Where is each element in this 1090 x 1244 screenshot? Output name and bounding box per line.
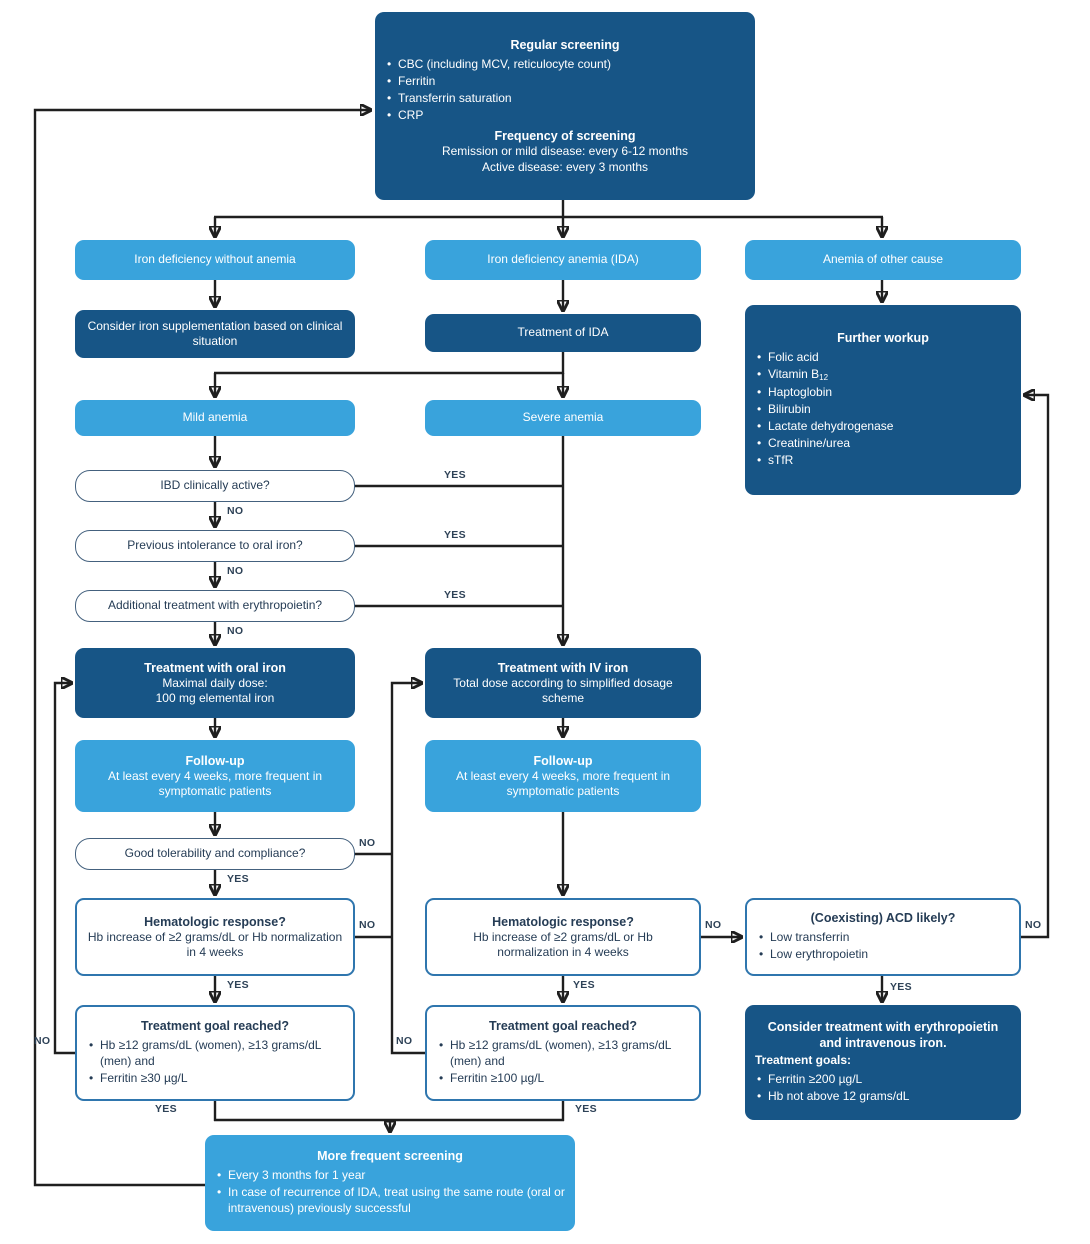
list-item: • In case of recurrence of IDA, treat using the same route (oral or intravenous) previously successful xyxy=(215,1185,565,1216)
node-title: Treatment goal reached? xyxy=(489,1019,637,1034)
list-item: • Ferritin ≥30 µg/L xyxy=(87,1071,343,1087)
node-body: Hb increase of ≥2 grams/dL or Hb normalization in 4 weeks xyxy=(473,929,653,960)
screening-list xyxy=(385,55,745,125)
label-yes-tolerability: YES xyxy=(227,873,249,885)
goal-list xyxy=(87,1036,343,1087)
epo-goal-list xyxy=(755,1071,1011,1107)
list-item: • CRP xyxy=(385,108,745,124)
label-no-tolerability: NO xyxy=(359,837,376,849)
node-title: Treatment with IV iron xyxy=(497,660,629,675)
node-followup-oral xyxy=(75,740,355,812)
list-item: • Transferrin saturation xyxy=(385,91,745,107)
goal-list xyxy=(437,1036,689,1087)
question-text: Previous intolerance to oral iron? xyxy=(127,538,303,553)
frequency-line: Active disease: every 3 months xyxy=(481,159,649,174)
node-mild-anemia xyxy=(75,400,355,436)
label-no-intolerance: NO xyxy=(227,565,244,577)
node-regular-screening xyxy=(375,12,755,200)
node-body: At least every 4 weeks, more frequent in symptomatic patients xyxy=(455,768,671,799)
node-label: Treatment of IDA xyxy=(517,325,609,340)
list-item: • Haptoglobin xyxy=(755,385,1011,401)
edge-acd-no-loop xyxy=(1020,395,1048,937)
node-body: Maximal daily dose: xyxy=(162,675,268,690)
node-goal-reached-oral xyxy=(75,1005,355,1101)
node-hematologic-response-iv xyxy=(425,898,701,976)
node-body: 100 mg elemental iron xyxy=(155,691,275,706)
frequency-line: Remission or mild disease: every 6-12 months xyxy=(441,144,689,159)
node-title: Follow-up xyxy=(185,753,245,768)
question-text: Additional treatment with erythropoietin? xyxy=(107,598,323,613)
node-label: Iron deficiency anemia (IDA) xyxy=(487,252,639,267)
list-item: • Creatinine/urea xyxy=(755,436,1011,452)
node-body: Total dose according to simplified dosage scheme xyxy=(453,675,673,706)
label-yes-hema-iv: YES xyxy=(573,979,595,991)
list-item: • Hb ≥12 grams/dL (women), ≥13 grams/dL (men) and xyxy=(87,1038,343,1069)
node-severe-anemia xyxy=(425,400,701,436)
node-body: Hb increase of ≥2 grams/dL or Hb normalization in 4 weeks xyxy=(87,929,343,960)
more-frequent-list xyxy=(215,1166,565,1217)
list-item: • Ferritin ≥200 µg/L xyxy=(755,1072,1011,1088)
node-hematologic-response-oral xyxy=(75,898,355,976)
node-title: Consider treatment with erythropoietin and intravenous iron. xyxy=(767,1019,999,1050)
node-iv-iron xyxy=(425,648,701,718)
list-item xyxy=(755,367,1011,383)
node-title: Hematologic response? xyxy=(144,914,286,929)
node-title: Regular screening xyxy=(510,38,620,53)
node-consider-supplementation xyxy=(75,310,355,358)
list-item: • Ferritin ≥100 µg/L xyxy=(437,1071,689,1087)
node-question-ibd-active xyxy=(75,470,355,502)
frequency-subtitle: Frequency of screening xyxy=(494,129,636,144)
treatment-goals-subtitle: Treatment goals: xyxy=(755,1053,852,1068)
node-label: Anemia of other cause xyxy=(822,252,944,267)
vitamin-b-subscript: 12 xyxy=(819,372,829,382)
list-item: • CBC (including MCV, reticulocyte count) xyxy=(385,57,745,73)
label-no-hema-oral: NO xyxy=(359,919,376,931)
list-item: • Low erythropoietin xyxy=(757,947,1009,963)
node-question-tolerability xyxy=(75,838,355,870)
node-title: Treatment with oral iron xyxy=(144,660,286,675)
label-no-goal-oral: NO xyxy=(34,1035,51,1047)
node-followup-iv xyxy=(425,740,701,812)
label-yes-goal-iv: YES xyxy=(575,1103,597,1115)
node-title: Hematologic response? xyxy=(492,914,634,929)
label-yes-epo: YES xyxy=(444,589,466,601)
node-treatment-of-ida xyxy=(425,314,701,352)
node-title: Follow-up xyxy=(533,753,593,768)
question-text: IBD clinically active? xyxy=(160,478,270,493)
label-no-acd: NO xyxy=(1025,919,1042,931)
node-iron-deficiency-without-anemia xyxy=(75,240,355,280)
label-no-goal-iv: NO xyxy=(396,1035,413,1047)
list-item: • Folic acid xyxy=(755,350,1011,366)
workup-list xyxy=(755,348,1011,470)
list-item: • Hb not above 12 grams/dL xyxy=(755,1089,1011,1105)
node-title: (Coexisting) ACD likely? xyxy=(810,911,956,926)
node-goal-reached-iv xyxy=(425,1005,701,1101)
node-label: Severe anemia xyxy=(522,410,604,425)
node-question-erythropoietin xyxy=(75,590,355,622)
node-acd-likely xyxy=(745,898,1021,976)
node-label: Mild anemia xyxy=(182,410,248,425)
acd-list xyxy=(757,928,1009,964)
node-label: Iron deficiency without anemia xyxy=(134,252,296,267)
node-oral-iron xyxy=(75,648,355,718)
node-consider-epo-treatment xyxy=(745,1005,1021,1120)
list-item: • Low transferrin xyxy=(757,930,1009,946)
node-question-oral-intolerance xyxy=(75,530,355,562)
label-yes-goal-oral: YES xyxy=(155,1103,177,1115)
list-item: • Hb ≥12 grams/dL (women), ≥13 grams/dL (men) and xyxy=(437,1038,689,1069)
label-no-hema-iv: NO xyxy=(705,919,722,931)
list-item: • Every 3 months for 1 year xyxy=(215,1168,565,1184)
list-item: • Bilirubin xyxy=(755,402,1011,418)
edge-goal-center-no-loop xyxy=(392,683,425,1053)
label-yes-hema-oral: YES xyxy=(227,979,249,991)
label-yes-ibd: YES xyxy=(444,469,466,481)
node-title: More frequent screening xyxy=(317,1149,463,1164)
list-item: • Ferritin xyxy=(385,74,745,90)
list-item: • sTfR xyxy=(755,453,1011,469)
node-title: Treatment goal reached? xyxy=(141,1019,289,1034)
node-label: Consider iron supplementation based on clinical situation xyxy=(87,318,343,348)
node-anemia-other-cause xyxy=(745,240,1021,280)
vitamin-b-label: Vitamin B xyxy=(768,366,820,381)
edge-goal-left-no-loop xyxy=(55,683,76,1053)
label-yes-acd: YES xyxy=(890,981,912,993)
node-further-workup xyxy=(745,305,1021,495)
label-no-ibd: NO xyxy=(227,505,244,517)
label-no-epo: NO xyxy=(227,625,244,637)
question-text: Good tolerability and compliance? xyxy=(124,846,306,861)
label-yes-intolerance: YES xyxy=(444,529,466,541)
node-iron-deficiency-anemia xyxy=(425,240,701,280)
node-title: Further workup xyxy=(837,330,929,345)
list-item: • Lactate dehydrogenase xyxy=(755,419,1011,435)
node-more-frequent-screening xyxy=(205,1135,575,1231)
node-body: At least every 4 weeks, more frequent in symptomatic patients xyxy=(107,768,323,799)
